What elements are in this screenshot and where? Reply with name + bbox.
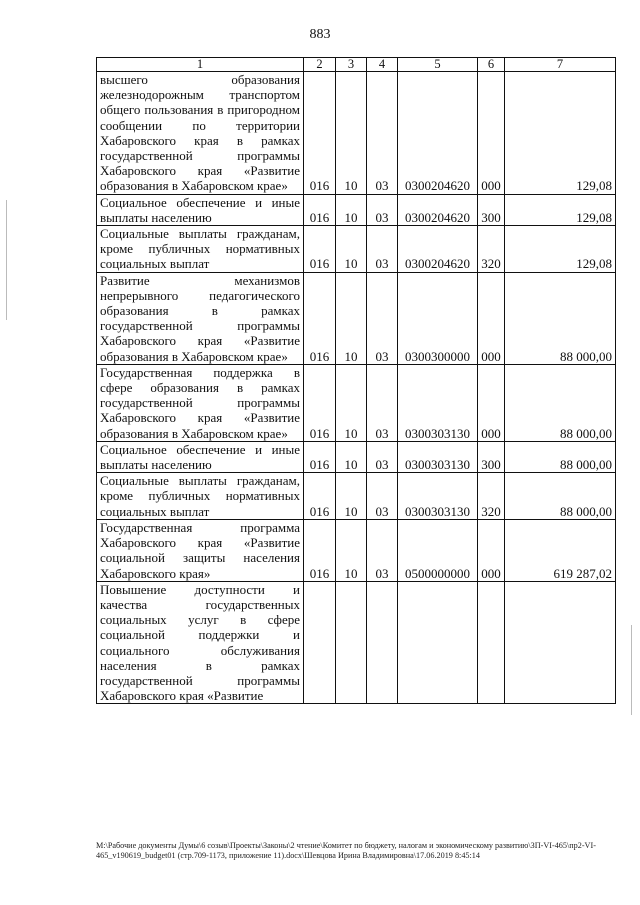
row-name: Повышение доступности и качества государственных социальных услуг в сфере социальной поддержки и социального обслуживания населения в рамках государственной программы Хабаровского края «Развитие [97,581,304,704]
cell-code-6: 320 [478,226,505,273]
cell-code-5: 0300204620 [398,72,478,195]
cell-code-5 [398,581,478,704]
cell-code-4: 03 [367,441,398,472]
row-name: Социальное обеспечение и иные выплаты населению [97,441,304,472]
cell-code-6: 300 [478,194,505,225]
cell-amount: 88 000,00 [505,272,616,364]
cell-amount: 88 000,00 [505,364,616,441]
row-name: Государственная поддержка в сфере образования в рамках государственной программы Хабаровского края «Развитие образования в Хабаровском крае» [97,364,304,441]
cell-code-2: 016 [304,364,336,441]
cell-amount: 129,08 [505,226,616,273]
cell-amount: 88 000,00 [505,473,616,520]
cell-code-3: 10 [336,519,367,581]
cell-code-6 [478,581,505,704]
row-name: Социальные выплаты гражданам, кроме публичных нормативных социальных выплат [97,226,304,273]
cell-code-4: 03 [367,519,398,581]
table-row [97,519,616,581]
column-header: 6 [478,58,505,72]
cell-code-2: 016 [304,194,336,225]
row-name: высшего образования железнодорожным транспортом общего пользования в пригородном сообщении по территории Хабаровского края в рамках государственной программы Хабаровского края «Развитие образования в Хабаровском крае» [97,72,304,195]
cell-code-4: 03 [367,226,398,273]
cell-code-3: 10 [336,226,367,273]
table-row [97,272,616,364]
cell-code-3: 10 [336,364,367,441]
cell-code-2: 016 [304,272,336,364]
column-header: 4 [367,58,398,72]
file-path-footer: М:\Рабочие документы Думы\6 созыв\Проекты\Законы\2 чтение\Комитет по бюджету, налогам и экономическому развитию\ЗП-VI-465\пр2-VI-465_v190619_budget01 (стр.709-1173, приложение 11).docx\Шевцова Ирина Владимировна\17.06.2019 8:45:14 [96,841,596,860]
cell-code-3: 10 [336,72,367,195]
scan-margin-mark [6,200,7,320]
cell-code-5: 0300303130 [398,473,478,520]
cell-code-2: 016 [304,519,336,581]
cell-code-2: 016 [304,226,336,273]
cell-code-6: 000 [478,519,505,581]
budget-table [96,57,616,704]
cell-code-4: 03 [367,272,398,364]
cell-code-4: 03 [367,194,398,225]
column-header: 5 [398,58,478,72]
cell-code-2: 016 [304,72,336,195]
cell-code-6: 300 [478,441,505,472]
cell-code-5: 0500000000 [398,519,478,581]
cell-code-2: 016 [304,473,336,520]
cell-code-2: 016 [304,441,336,472]
column-header: 2 [304,58,336,72]
row-name: Развитие механизмов непрерывного педагогического образования в рамках государственной программы Хабаровского края «Развитие образования в Хабаровском крае» [97,272,304,364]
cell-code-5: 0300204620 [398,226,478,273]
cell-code-5: 0300303130 [398,441,478,472]
cell-code-6: 320 [478,473,505,520]
column-header: 1 [97,58,304,72]
row-name: Социальные выплаты гражданам, кроме публичных нормативных социальных выплат [97,473,304,520]
table-row [97,473,616,520]
cell-code-4: 03 [367,364,398,441]
scan-margin-mark [631,625,632,715]
column-header: 3 [336,58,367,72]
cell-amount: 619 287,02 [505,519,616,581]
cell-code-3: 10 [336,272,367,364]
cell-code-4: 03 [367,72,398,195]
table-row [97,72,616,195]
cell-amount: 129,08 [505,72,616,195]
cell-code-5: 0300303130 [398,364,478,441]
cell-amount [505,581,616,704]
row-name: Государственная программа Хабаровского края «Развитие социальной защиты населения Хабаровского края» [97,519,304,581]
cell-code-6: 000 [478,272,505,364]
cell-code-2 [304,581,336,704]
cell-amount: 129,08 [505,194,616,225]
table-row [97,194,616,225]
table-row [97,581,616,704]
table-row [97,364,616,441]
cell-code-5: 0300204620 [398,194,478,225]
page-number: 883 [309,27,331,42]
cell-amount: 88 000,00 [505,441,616,472]
cell-code-6: 000 [478,72,505,195]
cell-code-3: 10 [336,441,367,472]
table-header-row [97,58,616,72]
cell-code-4: 03 [367,473,398,520]
table-row [97,226,616,273]
cell-code-3: 10 [336,473,367,520]
cell-code-6: 000 [478,364,505,441]
cell-code-3 [336,581,367,704]
table-row [97,441,616,472]
cell-code-4 [367,581,398,704]
cell-code-5: 0300300000 [398,272,478,364]
cell-code-3: 10 [336,194,367,225]
column-header: 7 [505,58,616,72]
row-name: Социальное обеспечение и иные выплаты населению [97,194,304,225]
